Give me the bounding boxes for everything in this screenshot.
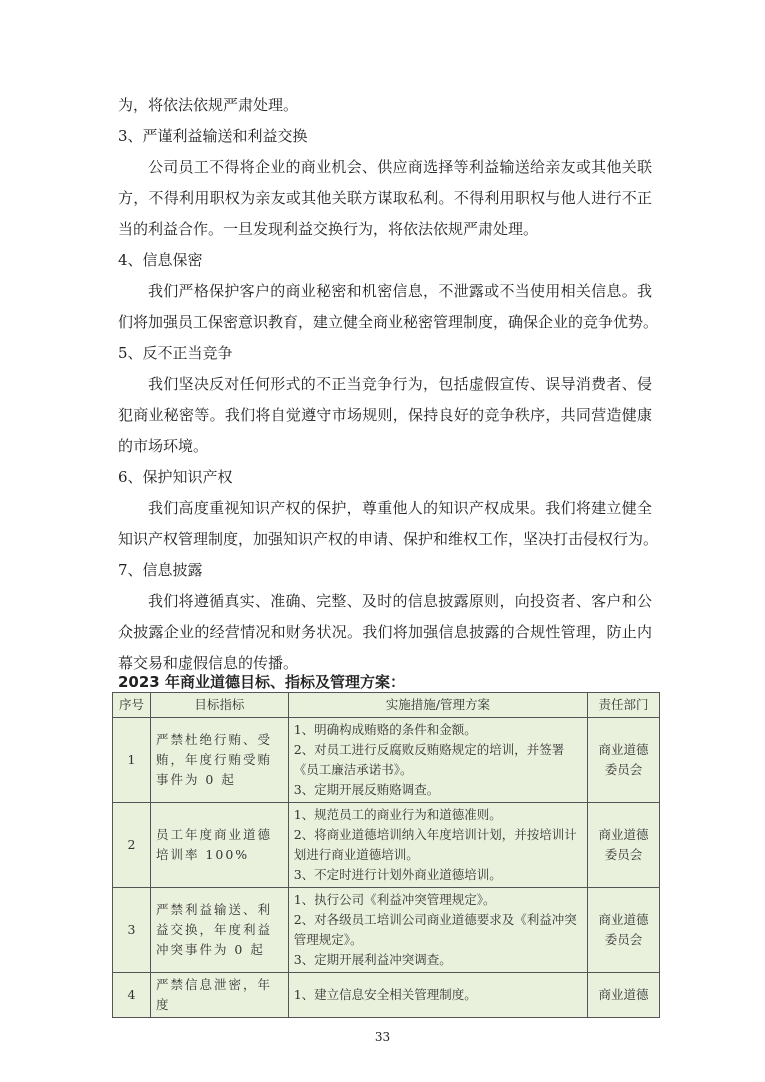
measure-item: 1、建立信息安全相关管理制度。: [293, 987, 477, 1002]
row-dept: 商业道德委员会: [588, 718, 660, 803]
header-dept: 责任部门: [588, 693, 660, 718]
section-heading: 7、信息披露: [118, 561, 203, 579]
table-row: [113, 718, 660, 803]
row-measures: [288, 718, 587, 803]
paragraph-line: 公司员工不得将企业的商业机会、供应商选择等利益输送给亲友或其他关联: [148, 158, 652, 176]
measure-item: 1、明确构成贿赂的条件和金额。: [293, 722, 477, 737]
section-heading: 3、严谨利益输送和利益交换: [118, 127, 308, 145]
row-no: 2: [113, 803, 151, 888]
header-measures: 实施措施/管理方案: [288, 693, 587, 718]
paragraph-line: 我们坚决反对任何形式的不正当竞争行为，包括虚假宣传、误导消费者、侵: [148, 375, 652, 393]
paragraph-line: 我们高度重视知识产权的保护，尊重他人的知识产权成果。我们将建立健全: [148, 499, 652, 517]
paragraph-line: 们将加强员工保密意识教育，建立健全商业秘密管理制度，确保企业的竞争优势。: [118, 313, 659, 331]
measure-item: 3、不定时进行计划外商业道德培训。: [293, 867, 502, 882]
measure-item: 3、定期开展反贿赂调查。: [293, 782, 440, 797]
table-title: 2023 年商业道德目标、指标及管理方案：: [118, 673, 405, 691]
section-heading: 5、反不正当竞争: [118, 344, 233, 362]
row-target: 严禁杜绝行贿、受贿，年度行贿受贿事件为 0 起: [150, 718, 288, 803]
measure-item: 1、规范员工的商业行为和道德准则。: [293, 807, 502, 822]
paragraph-line: 我们严格保护客户的商业秘密和机密信息，不泄露或不当使用相关信息。我: [148, 282, 652, 300]
row-no: 3: [113, 888, 151, 973]
paragraph-line: 犯商业秘密等。我们将自觉遵守市场规则，保持良好的竞争秩序，共同营造健康: [118, 406, 652, 424]
paragraph-line: 知识产权管理制度，加强知识产权的申请、保护和维权工作，坚决打击侵权行为。: [118, 530, 659, 548]
row-dept: 商业道德: [588, 973, 660, 1018]
row-dept: 商业道德委员会: [588, 888, 660, 973]
paragraph-line: 方，不得利用职权为亲友或其他关联方谋取私利。不得利用职权与他人进行不正: [118, 189, 652, 207]
paragraph-line: 我们将遵循真实、准确、完整、及时的信息披露原则，向投资者、客户和公: [148, 592, 652, 610]
row-target: 严禁利益输送、利益交换，年度利益冲突事件为 0 起: [150, 888, 288, 973]
row-measures: [288, 973, 587, 1018]
row-measures: [288, 803, 587, 888]
paragraph-line: 为，将依法依规严肃处理。: [118, 96, 299, 114]
paragraph-line: 当的利益合作。一旦发现利益交换行为，将依法依规严肃处理。: [118, 220, 539, 238]
row-dept: 商业道德委员会: [588, 803, 660, 888]
table-row: [113, 973, 660, 1018]
ethics-plan-table: [112, 692, 660, 1018]
paragraph-line: 众披露企业的经营情况和财务状况。我们将加强信息披露的合规性管理，防止内: [118, 623, 652, 641]
page-number: 33: [374, 1030, 391, 1044]
measure-item: 2、对员工进行反腐败反贿赂规定的培训，并签署《员工廉洁承诺书》。: [293, 742, 565, 777]
row-target: 员工年度商业道德培训率 100%: [150, 803, 288, 888]
measure-item: 3、定期开展利益冲突调查。: [293, 952, 452, 967]
table-row: [113, 888, 660, 973]
header-no: 序号: [113, 693, 151, 718]
measure-item: 1、执行公司《利益冲突管理规定》。: [293, 892, 496, 907]
row-no: 4: [113, 973, 151, 1018]
measure-item: 2、对各级员工培训公司商业道德要求及《利益冲突管理规定》。: [293, 912, 577, 947]
table-header-row: [113, 693, 660, 718]
header-target: 目标指标: [150, 693, 288, 718]
row-no: 1: [113, 718, 151, 803]
measure-item: 2、将商业道德培训纳入年度培训计划，并按培训计划进行商业道德培训。: [293, 827, 577, 862]
row-target: 严禁信息泄密，年度: [150, 973, 288, 1018]
paragraph-line: 幕交易和虚假信息的传播。: [118, 654, 299, 672]
table-row: [113, 803, 660, 888]
section-heading: 4、信息保密: [118, 251, 203, 269]
row-measures: [288, 888, 587, 973]
section-heading: 6、保护知识产权: [118, 468, 233, 486]
paragraph-line: 的市场环境。: [118, 437, 209, 455]
